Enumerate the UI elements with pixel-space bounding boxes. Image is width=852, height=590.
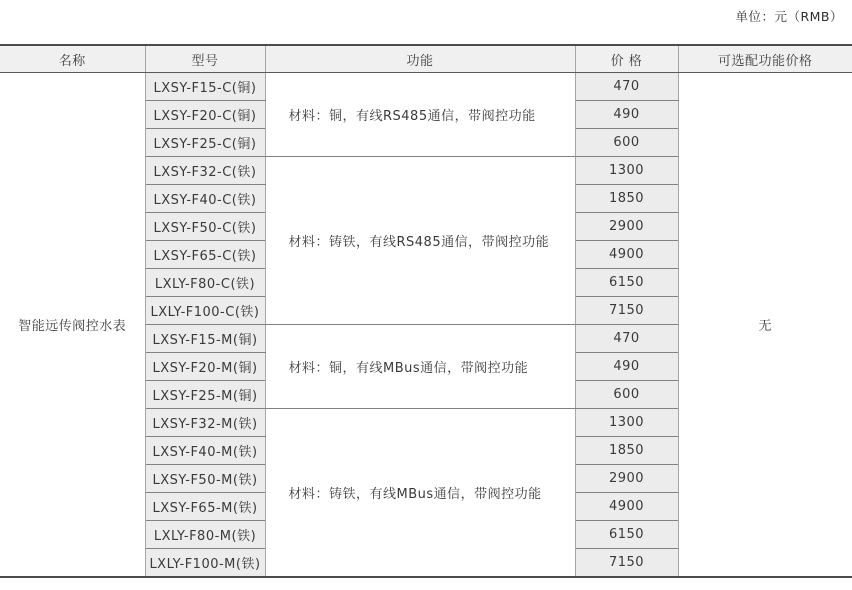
price-cell: 470	[575, 73, 678, 101]
model-cell: LXLY-F100-M(铁)	[145, 549, 265, 578]
model-cell: LXSY-F65-M(铁)	[145, 493, 265, 521]
price-cell: 7150	[575, 549, 678, 578]
model-cell: LXSY-F50-C(铁)	[145, 213, 265, 241]
price-table	[0, 44, 852, 578]
model-cell: LXLY-F80-M(铁)	[145, 521, 265, 549]
function-cell: 材料：铸铁，有线MBus通信，带阀控功能	[265, 409, 575, 578]
model-cell: LXLY-F80-C(铁)	[145, 269, 265, 297]
price-cell: 1300	[575, 409, 678, 437]
price-cell: 600	[575, 381, 678, 409]
col-header-name: 名称	[0, 45, 145, 73]
model-cell: LXSY-F65-C(铁)	[145, 241, 265, 269]
model-cell: LXSY-F40-C(铁)	[145, 185, 265, 213]
price-cell: 470	[575, 325, 678, 353]
price-cell: 1850	[575, 437, 678, 465]
function-cell: 材料：铸铁，有线RS485通信，带阀控功能	[265, 157, 575, 325]
function-cell: 材料：铜，有线RS485通信，带阀控功能	[265, 73, 575, 157]
table-row	[0, 73, 852, 101]
col-header-optional: 可选配功能价格	[678, 45, 852, 73]
model-cell: LXSY-F15-C(铜)	[145, 73, 265, 101]
price-cell: 6150	[575, 521, 678, 549]
price-cell: 2900	[575, 465, 678, 493]
col-header-price: 价 格	[575, 45, 678, 73]
price-cell: 1850	[575, 185, 678, 213]
price-cell: 4900	[575, 241, 678, 269]
price-cell: 6150	[575, 269, 678, 297]
model-cell: LXSY-F20-M(铜)	[145, 353, 265, 381]
function-cell: 材料：铜，有线MBus通信，带阀控功能	[265, 325, 575, 409]
model-cell: LXSY-F50-M(铁)	[145, 465, 265, 493]
model-cell: LXLY-F100-C(铁)	[145, 297, 265, 325]
model-cell: LXSY-F15-M(铜)	[145, 325, 265, 353]
price-cell: 490	[575, 353, 678, 381]
model-cell: LXSY-F25-C(铜)	[145, 129, 265, 157]
model-cell: LXSY-F32-C(铁)	[145, 157, 265, 185]
model-cell: LXSY-F25-M(铜)	[145, 381, 265, 409]
price-cell: 7150	[575, 297, 678, 325]
price-cell: 490	[575, 101, 678, 129]
col-header-function: 功能	[265, 45, 575, 73]
price-cell: 4900	[575, 493, 678, 521]
price-cell: 2900	[575, 213, 678, 241]
optional-price-cell: 无	[678, 73, 852, 578]
header-row	[0, 45, 852, 73]
price-cell: 1300	[575, 157, 678, 185]
model-cell: LXSY-F40-M(铁)	[145, 437, 265, 465]
product-name-cell: 智能远传阀控水表	[0, 73, 145, 578]
unit-note: 单位：元（RMB）	[735, 9, 843, 24]
model-cell: LXSY-F32-M(铁)	[145, 409, 265, 437]
model-cell: LXSY-F20-C(铜)	[145, 101, 265, 129]
price-cell: 600	[575, 129, 678, 157]
col-header-model: 型号	[145, 45, 265, 73]
